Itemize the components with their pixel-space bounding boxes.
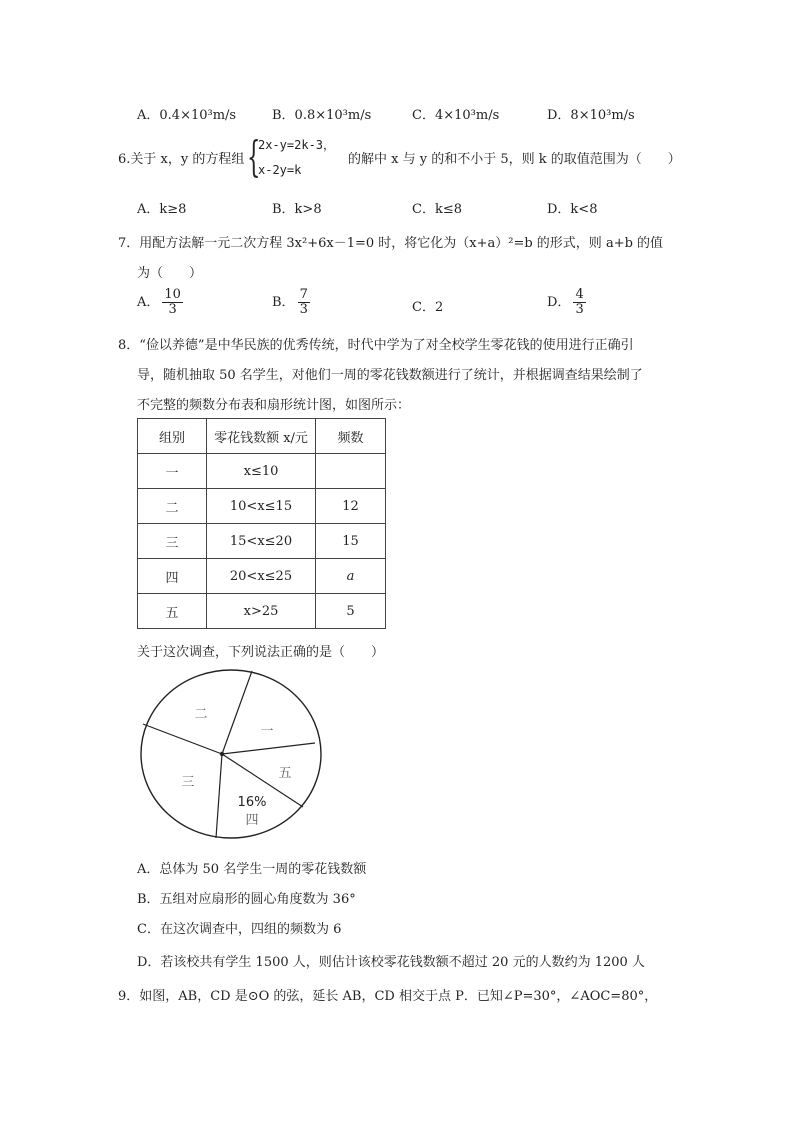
table-cell [316, 454, 386, 489]
table-row [138, 524, 386, 559]
pie-label-five: 五 [278, 766, 292, 781]
q8-line-1: 8．“俭以养德”是中华民族的优秀传统，时代中学为了对全校学生零花钱的使用进行正确引 [118, 338, 634, 353]
table-cell: 四 [138, 559, 207, 594]
q6-option-d: D．k<8 [547, 202, 598, 217]
table-cell: 10<x≤15 [207, 489, 316, 524]
table-cell: x≤10 [207, 454, 316, 489]
q5-option-a: A．0.4×10³m/s [137, 108, 237, 123]
table-header: 频数 [316, 419, 386, 454]
q6-option-c: C．k≤8 [412, 202, 462, 217]
pie-label-four: 四 [245, 813, 259, 828]
q9-line-1: 9．如图，AB，CD 是⊙O 的弦，延长 AB，CD 相交于点 P．已知∠P=30°，∠AOC=80°， [118, 989, 658, 1004]
pie-percent-label: 16% [237, 795, 267, 810]
fraction: $\frac{10}{3}$ [164, 287, 181, 317]
q7-line-2: 为（ ） [137, 266, 203, 281]
pie-circle [141, 670, 321, 838]
table-cell: 三 [138, 524, 207, 559]
q7-option-a: A． $\frac{10}{3}$ [137, 287, 181, 317]
q8-option-b: B．五组对应扇形的圆心角度数为 36° [137, 892, 356, 907]
q6-equation-2: x-2y=k [258, 163, 302, 177]
fraction: $\frac{4}{3}$ [575, 287, 584, 317]
table-cell: 15 [316, 524, 386, 559]
table-row [138, 454, 386, 489]
table-header: 零花钱数额 x/元 [207, 419, 316, 454]
fraction: $\frac{7}{3}$ [299, 287, 308, 317]
table-header-row [138, 419, 386, 454]
q6-stem-post: 的解中 x 与 y 的和不小于 5，则 k 的取值范围为（ ） [348, 152, 681, 167]
q6-equation-1: 2x-y=2k-3， [258, 138, 336, 152]
q8-question: 关于这次调查，下列说法正确的是（ ） [137, 645, 385, 660]
q8-option-c: C．在这次调查中，四组的频数为 6 [137, 922, 342, 937]
q6-stem-pre: 6.关于 x，y 的方程组 [118, 152, 245, 167]
pie-chart [130, 660, 330, 850]
table-cell: 一 [138, 454, 207, 489]
table-cell: 12 [316, 489, 386, 524]
table-cell: 20<x≤25 [207, 559, 316, 594]
table-header: 组别 [138, 419, 207, 454]
table-cell: 二 [138, 489, 207, 524]
table-cell: 5 [316, 594, 386, 629]
pie-label-one: 一 [260, 724, 274, 739]
table-cell: a [316, 559, 386, 594]
pie-label-three: 三 [181, 775, 195, 790]
frequency-table [137, 418, 386, 629]
q5-option-b: B．0.8×10³m/s [272, 108, 372, 123]
table-row [138, 489, 386, 524]
q8-option-d: D．若该校共有学生 1500 人，则估计该校零花钱数额不超过 20 元的人数约为 1200 人 [137, 955, 645, 970]
q7-option-d: D． $\frac{4}{3}$ [547, 287, 584, 317]
q6-option-b: B．k>8 [272, 202, 322, 217]
table-cell: 五 [138, 594, 207, 629]
brace-icon: { [247, 132, 261, 181]
pie-label-two: 二 [194, 707, 208, 722]
q7-option-b: B． $\frac{7}{3}$ [272, 287, 308, 317]
q5-option-d: D．8×10³m/s [547, 108, 635, 123]
q8-option-a: A．总体为 50 名学生一周的零花钱数额 [137, 862, 367, 877]
q6-option-a: A．k≥8 [137, 202, 187, 217]
table-row [138, 559, 386, 594]
q7-option-c: C．2 [412, 300, 444, 315]
q8-line-3: 不完整的频数分布表和扇形统计图，如图所示： [137, 398, 411, 413]
table-row [138, 594, 386, 629]
pie-center-dot [220, 752, 224, 756]
table-cell: 15<x≤20 [207, 524, 316, 559]
q8-line-2: 导，随机抽取 50 名学生，对他们一周的零花钱数额进行了统计，并根据调查结果绘制了 [137, 368, 643, 383]
q7-line-1: 7．用配方法解一元二次方程 3x²+6x－1=0 时，将它化为（x+a）²=b 的形式，则 a+b 的值 [118, 236, 664, 251]
q5-option-c: C．4×10³m/s [412, 108, 500, 123]
table-cell: x>25 [207, 594, 316, 629]
